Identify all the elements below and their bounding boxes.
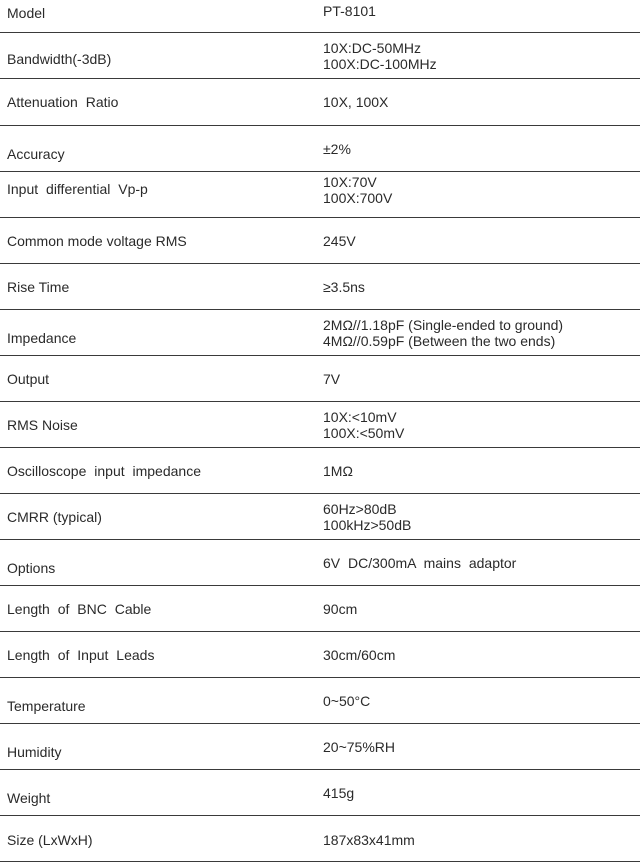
spec-value: 415g <box>323 785 355 801</box>
spec-value: 10X, 100X <box>323 94 389 110</box>
spec-row-cmrr <box>0 494 640 540</box>
spec-value: 245V <box>323 233 356 249</box>
spec-value: 10X:DC-50MHz 100X:DC-100MHz <box>323 40 437 72</box>
spec-row-temperature <box>0 678 640 724</box>
spec-value: 20~75%RH <box>323 739 395 755</box>
spec-label: Size (LxWxH) <box>7 832 93 848</box>
spec-label: Input differential Vp-p <box>7 181 148 197</box>
spec-row-weight <box>0 770 640 816</box>
spec-value: 10X:70V 100X:700V <box>323 174 393 206</box>
spec-label: Humidity <box>7 744 62 760</box>
spec-label: Temperature <box>7 698 86 714</box>
spec-label: Accuracy <box>7 146 65 162</box>
spec-value: 7V <box>323 371 341 387</box>
spec-row-size <box>0 816 640 862</box>
spec-value: ±2% <box>323 141 351 157</box>
spec-value: 0~50°C <box>323 693 371 709</box>
spec-value: 6V DC/300mA mains adaptor <box>323 555 517 571</box>
spec-label: Model <box>7 5 46 21</box>
spec-label: Rise Time <box>7 279 70 295</box>
spec-value: 30cm/60cm <box>323 647 396 663</box>
spec-value: ≥3.5ns <box>323 279 365 295</box>
spec-row-input-differential <box>0 172 640 218</box>
spec-value: 10X:<10mV 100X:<50mV <box>323 409 405 441</box>
spec-row-options <box>0 540 640 586</box>
spec-label: Length of BNC Cable <box>7 601 152 617</box>
spec-row-input-leads <box>0 632 640 678</box>
spec-label: Attenuation Ratio <box>7 94 119 110</box>
spec-label: Common mode voltage RMS <box>7 233 187 249</box>
spec-row-model <box>0 0 640 33</box>
spec-label: RMS Noise <box>7 417 78 433</box>
spec-row-rms-noise <box>0 402 640 448</box>
spec-label: Oscilloscope input impedance <box>7 463 201 479</box>
spec-value: 60Hz>80dB 100kHz>50dB <box>323 501 412 533</box>
spec-label: Options <box>7 560 56 576</box>
spec-label: Length of Input Leads <box>7 647 155 663</box>
spec-value: 187x83x41mm <box>323 832 415 848</box>
spec-value: 1MΩ <box>323 463 353 479</box>
spec-label: Weight <box>7 790 51 806</box>
spec-label: Impedance <box>7 330 77 346</box>
spec-row-impedance <box>0 310 640 356</box>
spec-row-humidity <box>0 724 640 770</box>
spec-row-accuracy <box>0 126 640 172</box>
spec-label: Bandwidth(-3dB) <box>7 51 112 67</box>
spec-row-bandwidth <box>0 33 640 79</box>
spec-value: 90cm <box>323 601 358 617</box>
spec-row-output <box>0 356 640 402</box>
spec-row-common-mode <box>0 218 640 264</box>
spec-label: Output <box>7 371 50 387</box>
spec-label: CMRR (typical) <box>7 509 102 525</box>
spec-row-oscilloscope-impedance <box>0 448 640 494</box>
spec-row-bnc-cable <box>0 586 640 632</box>
spec-row-rise-time <box>0 264 640 310</box>
spec-row-attenuation <box>0 79 640 126</box>
spec-value: PT-8101 <box>323 3 376 19</box>
spec-value: 2MΩ//1.18pF (Single-ended to ground) 4MΩ//0.59pF (Between the two ends) <box>323 317 564 349</box>
